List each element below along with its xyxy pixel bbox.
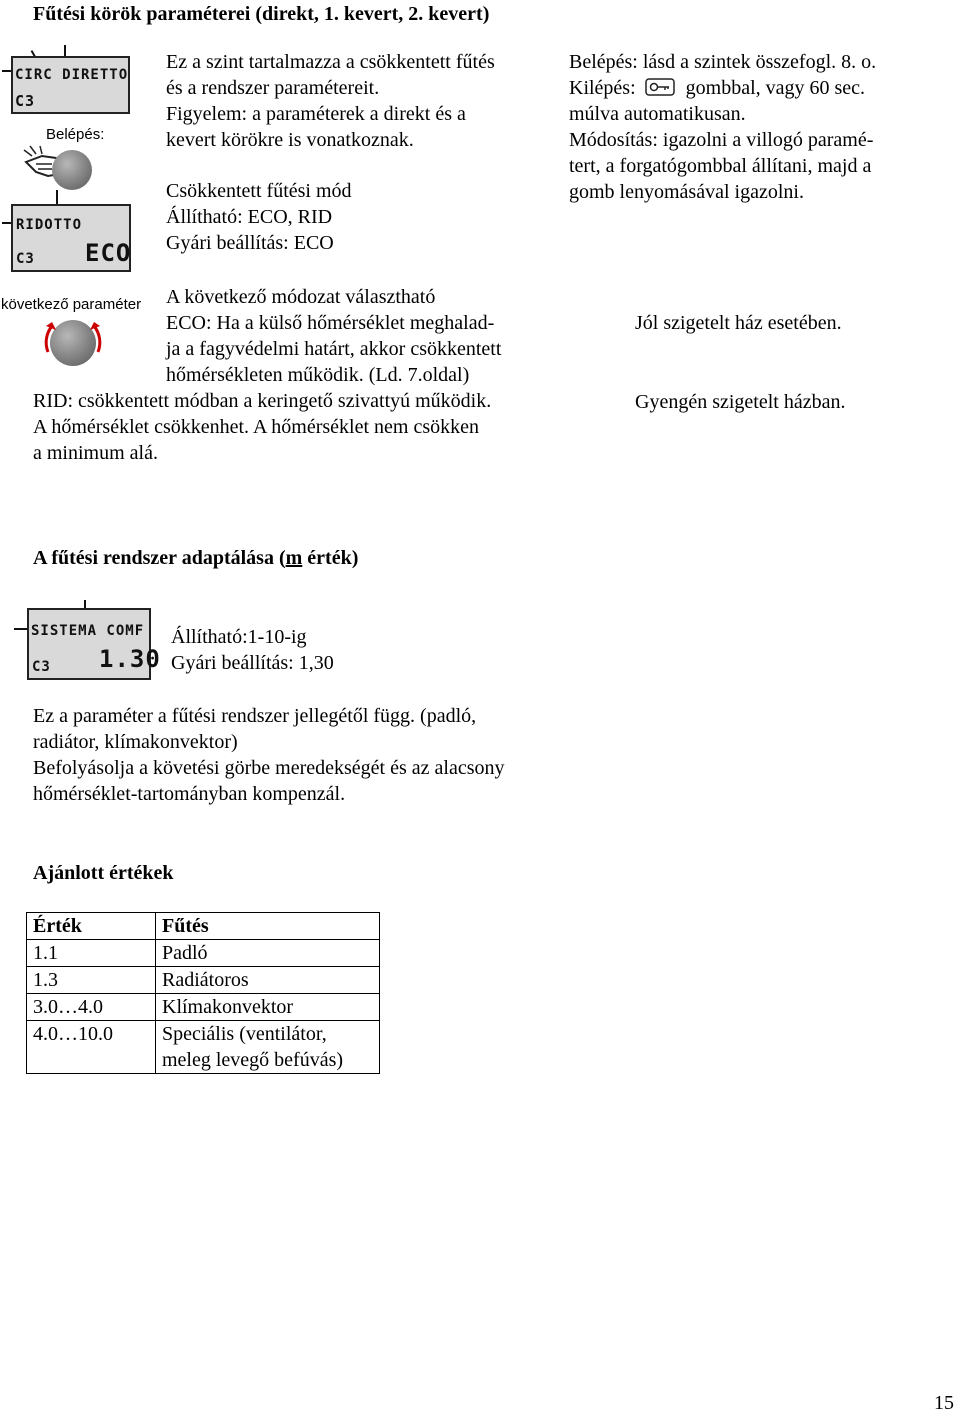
lcd-line2: C3 xyxy=(15,92,36,110)
rid-description xyxy=(33,388,491,466)
blink-tick xyxy=(56,190,58,204)
body-line: radiátor, klímakonvektor) xyxy=(33,731,238,753)
lcd-line1: RIDOTTO xyxy=(16,217,83,233)
cell-heating xyxy=(156,1021,380,1074)
body-line: Befolyásolja a követési görbe meredekségét és az alacsony xyxy=(33,757,505,779)
desc-line: és a rendszer paramétereit. xyxy=(166,77,380,99)
blink-tick xyxy=(14,628,28,630)
rotation-arrows-icon xyxy=(38,312,108,374)
exit-suffix: gombbal, vagy 60 sec. xyxy=(685,77,866,99)
title-m: m xyxy=(285,547,303,569)
section-title-heating-circuits: Fűtési körök paraméterei (direkt, 1. kevert, 2. kevert) xyxy=(33,3,490,25)
adjustable-range: Állítható:1-10-ig xyxy=(171,626,307,648)
next-parameter-label: következő paraméter xyxy=(1,296,142,313)
mode-line: Gyári beállítás: ECO xyxy=(166,232,334,254)
key-button-icon xyxy=(645,78,675,96)
option-line: ECO: Ha a külső hőmérséklet meghalad- xyxy=(166,312,495,334)
note-well-insulated: Jól szigetelt ház esetében. xyxy=(635,312,842,334)
mode-line: Csökkentett fűtési mód xyxy=(166,180,352,202)
lcd-display-system-comfort xyxy=(27,608,161,680)
section-title-system-adaptation xyxy=(33,545,358,571)
modify-instruction: tert, a forgatógombbal állítani, majd a xyxy=(569,155,872,177)
navigation-instructions xyxy=(569,49,876,205)
cell-heating: Padló xyxy=(156,940,380,967)
modify-instruction: Módosítás: igazolni a villogó paramé- xyxy=(569,129,874,151)
cell-value: 3.0…4.0 xyxy=(27,994,156,1021)
table-row xyxy=(27,967,380,994)
desc-line: kevert körökre is vonatkoznak. xyxy=(166,129,414,151)
lcd-line2-left: C3 xyxy=(16,251,35,267)
mode-line: Állítható: ECO, RID xyxy=(166,206,333,228)
lcd-line1: SISTEMA COMF xyxy=(31,623,145,639)
title-part: A fűtési rendszer adaptálása ( xyxy=(33,547,286,569)
body-line: hőmérséklet-tartományban kompenzál. xyxy=(33,783,346,805)
mode-options xyxy=(166,284,501,388)
page-number: 15 xyxy=(934,1392,954,1414)
reduced-mode-info xyxy=(166,178,352,256)
rotary-knob-icon xyxy=(52,150,92,190)
rid-line: A hőmérséklet csökkenhet. A hőmérséklet nem csökken xyxy=(33,416,480,438)
option-line: ja a fagyvédelmi határt, akkor csökkentett xyxy=(166,338,502,360)
lcd-display-reduced-mode xyxy=(11,204,131,272)
entry-instruction: Belépés: lásd a szintek összefogl. 8. o. xyxy=(569,51,877,73)
table-row xyxy=(27,1021,380,1074)
exit-prefix: Kilépés: xyxy=(569,77,636,99)
cell-value: 1.3 xyxy=(27,967,156,994)
desc-line: Figyelem: a paraméterek a direkt és a xyxy=(166,103,466,125)
lcd-line2-right: ECO xyxy=(85,239,132,267)
entry-label: Belépés: xyxy=(46,126,105,143)
rid-line: a minimum alá. xyxy=(33,442,158,464)
rid-line: RID: csökkentett módban a keringető szivattyú működik. xyxy=(33,390,492,412)
header-heating: Fűtés xyxy=(156,913,380,940)
lcd-line1: CIRC DIRETTO xyxy=(15,67,129,83)
cell-heating: Radiátoros xyxy=(156,967,380,994)
recommended-values-table xyxy=(26,912,380,1074)
lcd-line2-right: 1.30 xyxy=(99,645,161,673)
table-row xyxy=(27,940,380,967)
exit-instruction xyxy=(569,75,876,101)
cell-heating-line: Speciális (ventilátor, xyxy=(162,1023,327,1045)
header-value: Érték xyxy=(27,913,156,940)
cell-value: 1.1 xyxy=(27,940,156,967)
factory-setting: Gyári beállítás: 1,30 xyxy=(171,652,334,674)
cell-heating-line: meleg levegő befúvás) xyxy=(162,1049,344,1071)
m-value-settings xyxy=(171,624,334,676)
auto-instruction: múlva automatikusan. xyxy=(569,103,746,125)
option-line: hőmérsékleten működik. (Ld. 7.oldal) xyxy=(166,364,470,386)
level-description xyxy=(166,49,495,153)
table-row xyxy=(27,994,380,1021)
note-poorly-insulated: Gyengén szigetelt házban. xyxy=(635,391,846,413)
modify-instruction: gomb lenyomásával igazolni. xyxy=(569,181,804,203)
option-line: A következő módozat választható xyxy=(166,286,436,308)
m-value-description xyxy=(33,703,504,807)
lcd-display-circuit xyxy=(11,56,130,114)
lcd-line2-left: C3 xyxy=(32,659,51,675)
desc-line: Ez a szint tartalmazza a csökkentett fűtés xyxy=(166,51,495,73)
cell-value: 4.0…10.0 xyxy=(27,1021,156,1074)
section-title-recommended-values: Ajánlott értékek xyxy=(33,862,174,884)
table-header-row xyxy=(27,913,380,940)
title-part: érték) xyxy=(302,547,359,569)
body-line: Ez a paraméter a fűtési rendszer jellegétől függ. (padló, xyxy=(33,705,477,727)
cell-heating: Klímakonvektor xyxy=(156,994,380,1021)
